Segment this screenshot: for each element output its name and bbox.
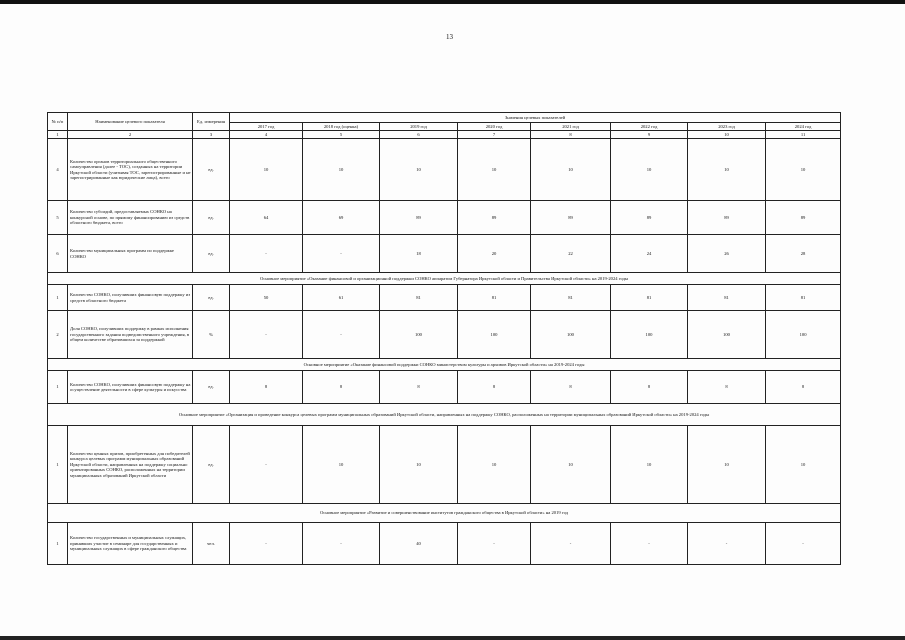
header-year: 2024 год — [766, 123, 841, 131]
row-num: 5 — [48, 201, 68, 235]
row-num: 2 — [48, 311, 68, 359]
section-title: Основное мероприятие «Развитие и совершенствование институтов гражданского общества в Иркутской области» на 2019 год — [48, 504, 841, 523]
row-value: - — [230, 311, 303, 359]
row-value: - — [688, 523, 766, 565]
section-row — [48, 504, 841, 523]
row-num: 1 — [48, 371, 68, 404]
header-values-group: Значения целевых показателей — [230, 113, 841, 123]
column-index: 1 — [48, 131, 68, 139]
row-value: 8 — [303, 371, 380, 404]
row-value: 10 — [531, 139, 611, 201]
column-index: 8 — [531, 131, 611, 139]
row-value: 10 — [230, 139, 303, 201]
row-value: 81 — [458, 285, 531, 311]
row-value: 10 — [303, 426, 380, 504]
row-value: 81 — [531, 285, 611, 311]
row-num: 6 — [48, 235, 68, 273]
row-value: 61 — [303, 285, 380, 311]
column-index: 5 — [303, 131, 380, 139]
row-value: 10 — [766, 139, 841, 201]
table-row — [48, 426, 841, 504]
row-value: - — [303, 523, 380, 565]
row-value: 100 — [766, 311, 841, 359]
section-row — [48, 404, 841, 426]
row-value: 8 — [766, 371, 841, 404]
table-row — [48, 523, 841, 565]
scan-border-bottom — [0, 636, 905, 640]
table-row — [48, 201, 841, 235]
table-row — [48, 235, 841, 273]
row-value: 8 — [688, 371, 766, 404]
header-year: 2018 год (оценка) — [303, 123, 380, 131]
row-value: 69 — [303, 201, 380, 235]
header-year: 2020 год — [458, 123, 531, 131]
row-value: 26 — [688, 235, 766, 273]
row-value: 8 — [380, 371, 458, 404]
row-value: 89 — [766, 201, 841, 235]
row-value: 10 — [458, 139, 531, 201]
row-value: - — [611, 523, 688, 565]
header-num: № п/п — [48, 113, 68, 131]
row-value: 50 — [230, 285, 303, 311]
column-index: 9 — [611, 131, 688, 139]
row-value: 10 — [458, 426, 531, 504]
row-value: 10 — [688, 139, 766, 201]
column-index: 10 — [688, 131, 766, 139]
row-value: 10 — [531, 426, 611, 504]
header-year: 2022 год — [611, 123, 688, 131]
row-value: 89 — [611, 201, 688, 235]
row-unit: ед. — [193, 139, 230, 201]
row-value: 89 — [531, 201, 611, 235]
row-unit: ед. — [193, 426, 230, 504]
column-index: 7 — [458, 131, 531, 139]
column-index: 6 — [380, 131, 458, 139]
row-value: 89 — [688, 201, 766, 235]
row-value: 10 — [303, 139, 380, 201]
row-value: 89 — [380, 201, 458, 235]
row-value: 81 — [611, 285, 688, 311]
header-unit: Ед. измерения — [193, 113, 230, 131]
row-name: Количество органов территориального общественного самоуправления (далее - ТОС), созданных на территории Иркутской области (учитывая ТОС, зарегистрированные и не зарегистрированные как юридические лица), всего — [68, 139, 193, 201]
row-name: Количество муниципальных программ по поддержке СОНКО — [68, 235, 193, 273]
row-value: - — [458, 523, 531, 565]
row-unit: % — [193, 311, 230, 359]
row-value: 81 — [380, 285, 458, 311]
section-title: Основное мероприятие «Оказание финансовой поддержки СОНКО министерством культуры и архивов Иркутской области» на 2019-2024 годы — [48, 359, 841, 371]
row-value: 18 — [380, 235, 458, 273]
header-name: Наименование целевого показателя — [68, 113, 193, 131]
row-unit: чел. — [193, 523, 230, 565]
row-value: 81 — [766, 285, 841, 311]
row-value: 100 — [380, 311, 458, 359]
header-year: 2023 год — [688, 123, 766, 131]
row-num: 1 — [48, 285, 68, 311]
row-value: 10 — [380, 426, 458, 504]
row-value: 10 — [688, 426, 766, 504]
row-value: - — [230, 523, 303, 565]
row-num: 1 — [48, 523, 68, 565]
row-unit: ед. — [193, 235, 230, 273]
header-year: 2021 год — [531, 123, 611, 131]
table-row — [48, 285, 841, 311]
row-unit: ед. — [193, 201, 230, 235]
target-indicators-table — [47, 112, 841, 565]
header-year: 2019 год — [380, 123, 458, 131]
row-value: 10 — [380, 139, 458, 201]
row-value: 8 — [458, 371, 531, 404]
row-value: - — [531, 523, 611, 565]
page-number: 13 — [446, 33, 453, 41]
header-year: 2017 год — [230, 123, 303, 131]
row-value: 100 — [531, 311, 611, 359]
row-value: 8 — [230, 371, 303, 404]
row-value: - — [230, 426, 303, 504]
section-row — [48, 359, 841, 371]
row-value: 64 — [230, 201, 303, 235]
row-num: 1 — [48, 426, 68, 504]
row-value: 100 — [688, 311, 766, 359]
table-row — [48, 139, 841, 201]
row-value: 22 — [531, 235, 611, 273]
row-value: 20 — [458, 235, 531, 273]
table-row — [48, 371, 841, 404]
row-value: 24 — [611, 235, 688, 273]
row-name: Количество СОНКО, получивших финансовую поддержку на осуществление деятельности в сфере культуры и искусства — [68, 371, 193, 404]
row-name: Количество субсидий, предоставляемых СОНКО на конкурсной основе, по прямому финансированию из средств областного бюджета, всего — [68, 201, 193, 235]
column-index-row — [48, 131, 841, 139]
section-title: Основное мероприятие «Организация и проведение конкурса целевых программ муниципальных образований Иркутской области, направленных на поддержку СОНКО, расположенных на территории муниципальных образований Иркутской области» на 2019-2024 годы — [48, 404, 841, 426]
row-value: 81 — [688, 285, 766, 311]
row-name: Количество СОНКО, получивших финансовую поддержку из средств областного бюджета — [68, 285, 193, 311]
row-value: 100 — [458, 311, 531, 359]
row-value: 10 — [611, 139, 688, 201]
row-value: - — [303, 235, 380, 273]
row-value: 28 — [766, 235, 841, 273]
row-value: - — [766, 523, 841, 565]
section-title: Основное мероприятие «Оказание финансовой и организационной поддержки СОНКО аппаратом Губернатора Иркутской области и Правительства Иркутской области» на 2019-2024 годы — [48, 273, 841, 285]
column-index: 4 — [230, 131, 303, 139]
column-index: 11 — [766, 131, 841, 139]
row-value: 10 — [766, 426, 841, 504]
row-name: Количество государственных и муниципальных служащих, принявших участие в семинаре для государственных и муниципальных служащих в сфере гражданского общества — [68, 523, 193, 565]
column-index: 3 — [193, 131, 230, 139]
row-name: Количество ценных призов, приобретенных для победителей конкурса целевых программ муниципальных образований Иркутской области, направленных на поддержку социально ориентированных СОНКО, расположенных на территории муниципальных образований Иркутской области — [68, 426, 193, 504]
row-value: 100 — [611, 311, 688, 359]
row-value: 89 — [458, 201, 531, 235]
row-name: Доля СОНКО, получивших поддержку в рамках исполнения государственного задания подведомственного учреждения, в общем количестве обратившихся за поддержкой — [68, 311, 193, 359]
row-unit: ед. — [193, 285, 230, 311]
row-value: 8 — [611, 371, 688, 404]
row-value: 40 — [380, 523, 458, 565]
row-unit: ед. — [193, 371, 230, 404]
column-index: 2 — [68, 131, 193, 139]
row-value: - — [230, 235, 303, 273]
row-num: 4 — [48, 139, 68, 201]
row-value: 10 — [611, 426, 688, 504]
row-value: - — [303, 311, 380, 359]
scan-border-top — [0, 0, 905, 4]
section-row — [48, 273, 841, 285]
table-row — [48, 311, 841, 359]
row-value: 8 — [531, 371, 611, 404]
